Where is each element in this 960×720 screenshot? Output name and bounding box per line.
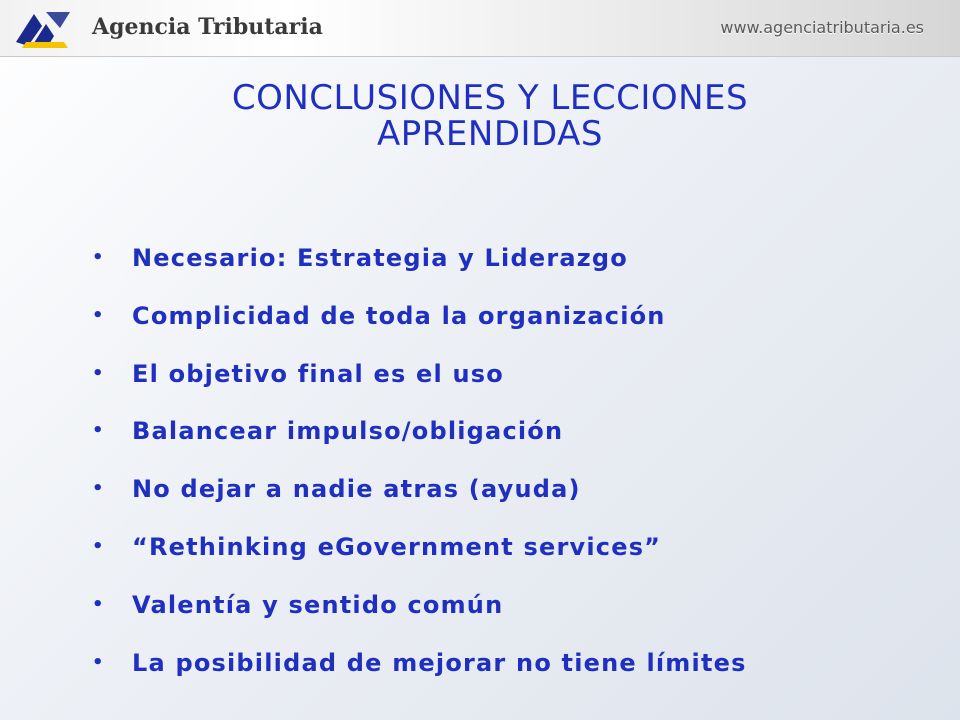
bullet-icon: •	[92, 651, 105, 673]
bullet-text: “Rethinking eGovernment services”	[132, 532, 662, 561]
bullet-icon: •	[92, 593, 105, 615]
bullet-text: Necesario: Estrategia y Liderazgo	[132, 244, 628, 272]
bullet-icon: •	[92, 478, 105, 500]
bullet-icon: •	[92, 304, 105, 326]
bullet-text: Complicidad de toda la organización	[132, 301, 666, 330]
agencia-tributaria-logo-icon	[12, 8, 72, 50]
slide-title: CONCLUSIONES Y LECCIONES APRENDIDAS	[231, 78, 749, 154]
bullet-icon: •	[92, 247, 105, 268]
website-url[interactable]: www.agenciatributaria.es	[720, 18, 924, 37]
bullet-icon: •	[92, 420, 105, 442]
bullet-text: Valentía y sentido común	[132, 590, 504, 619]
bullet-text: La posibilidad de mejorar no tiene límites	[132, 648, 747, 677]
bullet-icon: •	[92, 362, 105, 384]
brand-name: Agencia Tributaria	[92, 14, 323, 40]
bullet-text: No dejar a nadie atras (ayuda)	[132, 475, 581, 504]
bullet-text: Balancear impulso/obligación	[132, 417, 564, 446]
bullet-icon: •	[92, 535, 105, 557]
bullet-text: El objetivo final es el uso	[132, 359, 504, 388]
header-bar	[0, 0, 960, 57]
